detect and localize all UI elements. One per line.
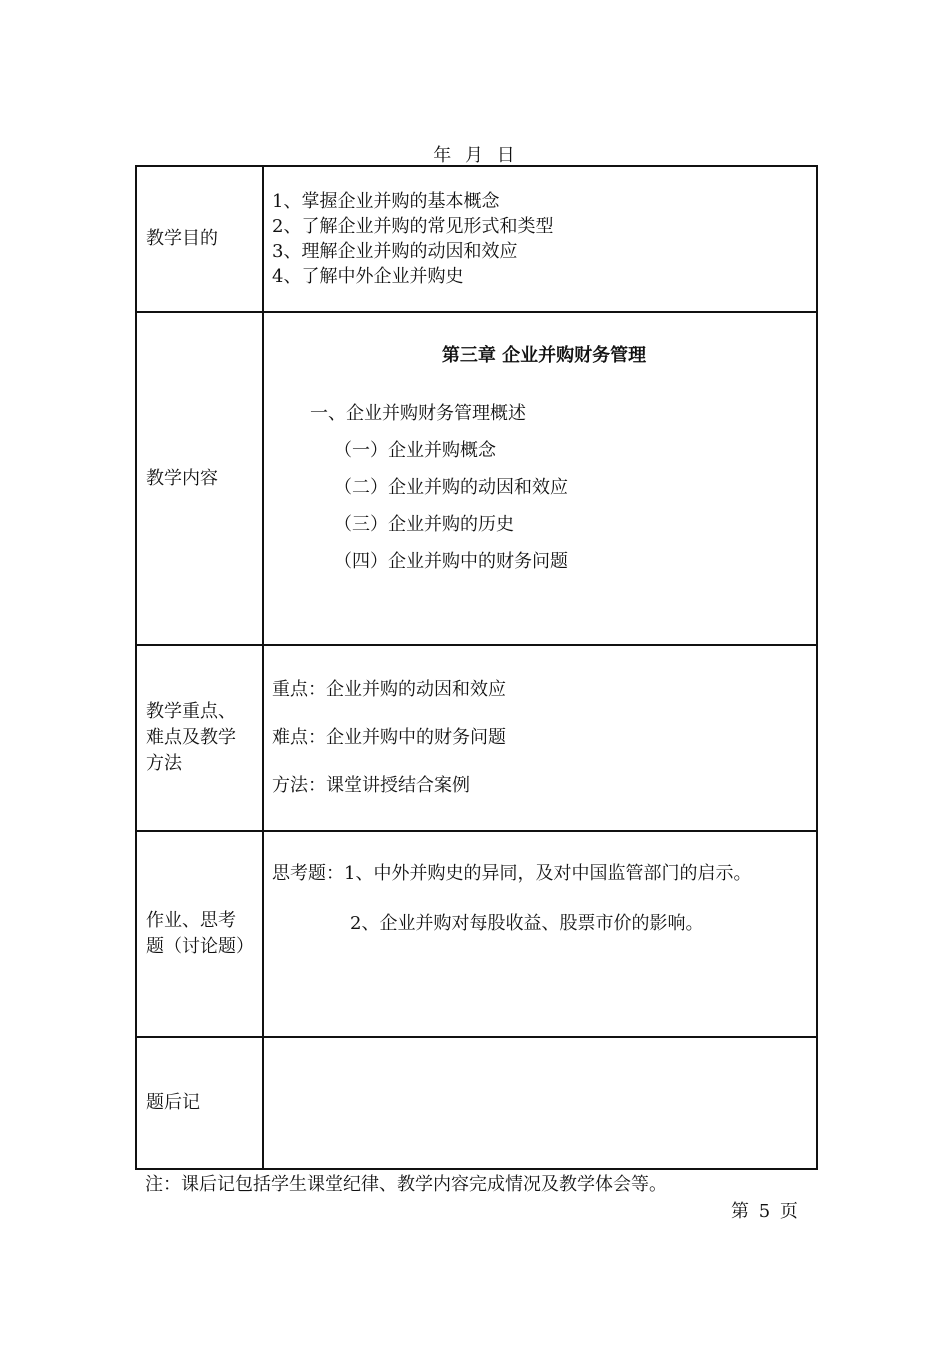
outline-sub-item: （二）企业并购的动因和效应 [334,477,568,498]
homework-question-2: 2、企业并购对每股收益、股票市价的影响。 [350,913,704,934]
label-homework [136,831,263,1037]
page-number: 第 5 页 [731,1201,800,1222]
outline-main-item: 一、企业并购财务管理概述 [310,403,526,424]
row-teaching-content [136,312,817,645]
outline-sub-item: （三）企业并购的历史 [334,514,514,535]
chapter-title: 第三章 企业并购财务管理 [441,345,647,366]
row-key-points [136,645,817,831]
label-line: 方法 [146,753,182,774]
label-teaching-content: 教学内容 [136,312,263,645]
label-afterword: 题后记 [136,1037,263,1169]
label-teaching-goal: 教学目的 [136,166,263,312]
homework-content [263,831,817,1037]
label-line: 题（讨论题） [146,936,254,957]
goal-item: 4、了解中外企业并购史 [272,266,464,287]
homework-question-1: 思考题：1、中外并购史的异同，及对中国监管部门的启示。 [272,863,752,884]
label-line: 难点及教学 [146,727,236,748]
teaching-method: 方法：课堂讲授结合案例 [272,775,470,796]
label-line: 作业、思考 [146,910,236,931]
difficulty: 难点：企业并购中的财务问题 [272,727,506,748]
date-line: 年 月 日 [433,145,519,166]
key-point: 重点：企业并购的动因和效应 [272,679,506,700]
outline-sub-item: （四）企业并购中的财务问题 [334,551,568,572]
row-teaching-goal [136,166,817,312]
afterword-content [263,1037,817,1169]
label-line: 教学重点、 [146,701,236,722]
key-points-content [263,645,817,831]
row-afterword [136,1037,817,1169]
goal-item: 1、掌握企业并购的基本概念 [272,191,500,212]
row-homework [136,831,817,1037]
label-key-points [136,645,263,831]
teaching-content [263,312,817,645]
footnote: 注：课后记包括学生课堂纪律、教学内容完成情况及教学体会等。 [145,1174,667,1195]
goal-item: 2、了解企业并购的常见形式和类型 [272,216,554,237]
goal-item: 3、理解企业并购的动因和效应 [272,241,518,262]
outline-sub-item: （一）企业并购概念 [334,440,496,461]
lesson-plan-table [135,165,818,1170]
teaching-goal-list [263,166,817,312]
